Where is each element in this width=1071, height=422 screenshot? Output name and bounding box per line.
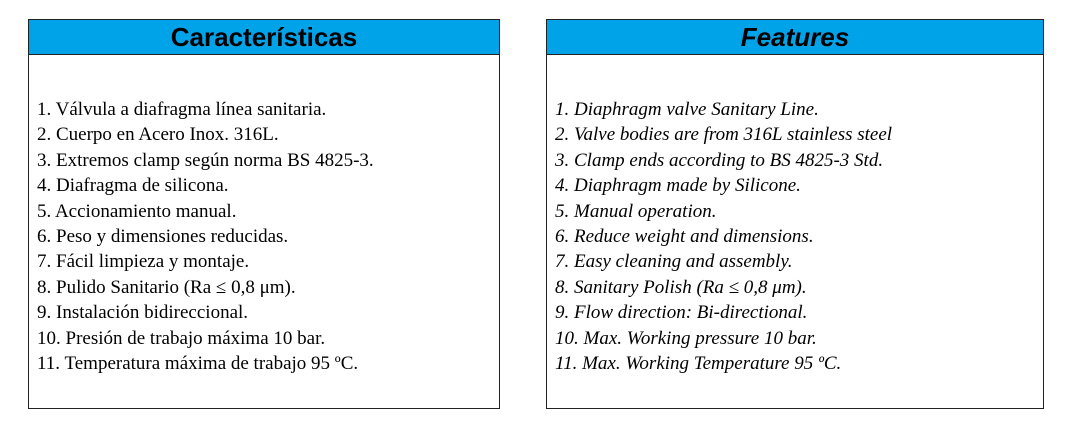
list-item: 11. Max. Working Temperature 95 ºC.: [555, 353, 842, 375]
list-item: 11. Temperatura máxima de trabajo 95 ºC.: [37, 353, 359, 375]
list-item: 4. Diaphragm made by Silicone.: [555, 175, 801, 197]
caracteristicas-panel: [28, 19, 500, 409]
list-item: 5. Accionamiento manual.: [37, 200, 237, 222]
caracteristicas-title: Características: [29, 20, 499, 55]
list-item: 6. Reduce weight and dimensions.: [555, 226, 814, 248]
list-item: 7. Easy cleaning and assembly.: [555, 251, 793, 273]
list-item: 3. Clamp ends according to BS 4825-3 Std.: [555, 149, 884, 171]
list-item: 10. Max. Working pressure 10 bar.: [555, 327, 817, 349]
list-item: 10. Presión de trabajo máxima 10 bar.: [37, 327, 326, 349]
features-title: Features: [547, 20, 1043, 55]
list-item: 4. Diafragma de silicona.: [37, 175, 229, 197]
list-item: 7. Fácil limpieza y montaje.: [37, 251, 250, 273]
features-list: [547, 55, 1043, 376]
list-item: 8. Sanitary Polish (Ra ≤ 0,8 μm).: [555, 276, 807, 298]
list-item: 2. Cuerpo en Acero Inox. 316L.: [37, 124, 279, 146]
list-item: 3. Extremos clamp según norma BS 4825-3.: [37, 149, 374, 171]
list-item: 1. Válvula a diafragma línea sanitaria.: [37, 99, 327, 120]
list-item: 8. Pulido Sanitario (Ra ≤ 0,8 μm).: [37, 276, 296, 298]
caracteristicas-list: [29, 55, 499, 376]
list-item: 2. Valve bodies are from 316L stainless steel: [555, 124, 893, 146]
list-item: 1. Diaphragm valve Sanitary Line.: [555, 99, 819, 120]
list-item: 9. Flow direction: Bi-directional.: [555, 302, 808, 324]
list-item: 5. Manual operation.: [555, 200, 717, 222]
list-item: 9. Instalación bidireccional.: [37, 302, 249, 324]
features-panel: [546, 19, 1044, 409]
list-item: 6. Peso y dimensiones reducidas.: [37, 226, 289, 248]
